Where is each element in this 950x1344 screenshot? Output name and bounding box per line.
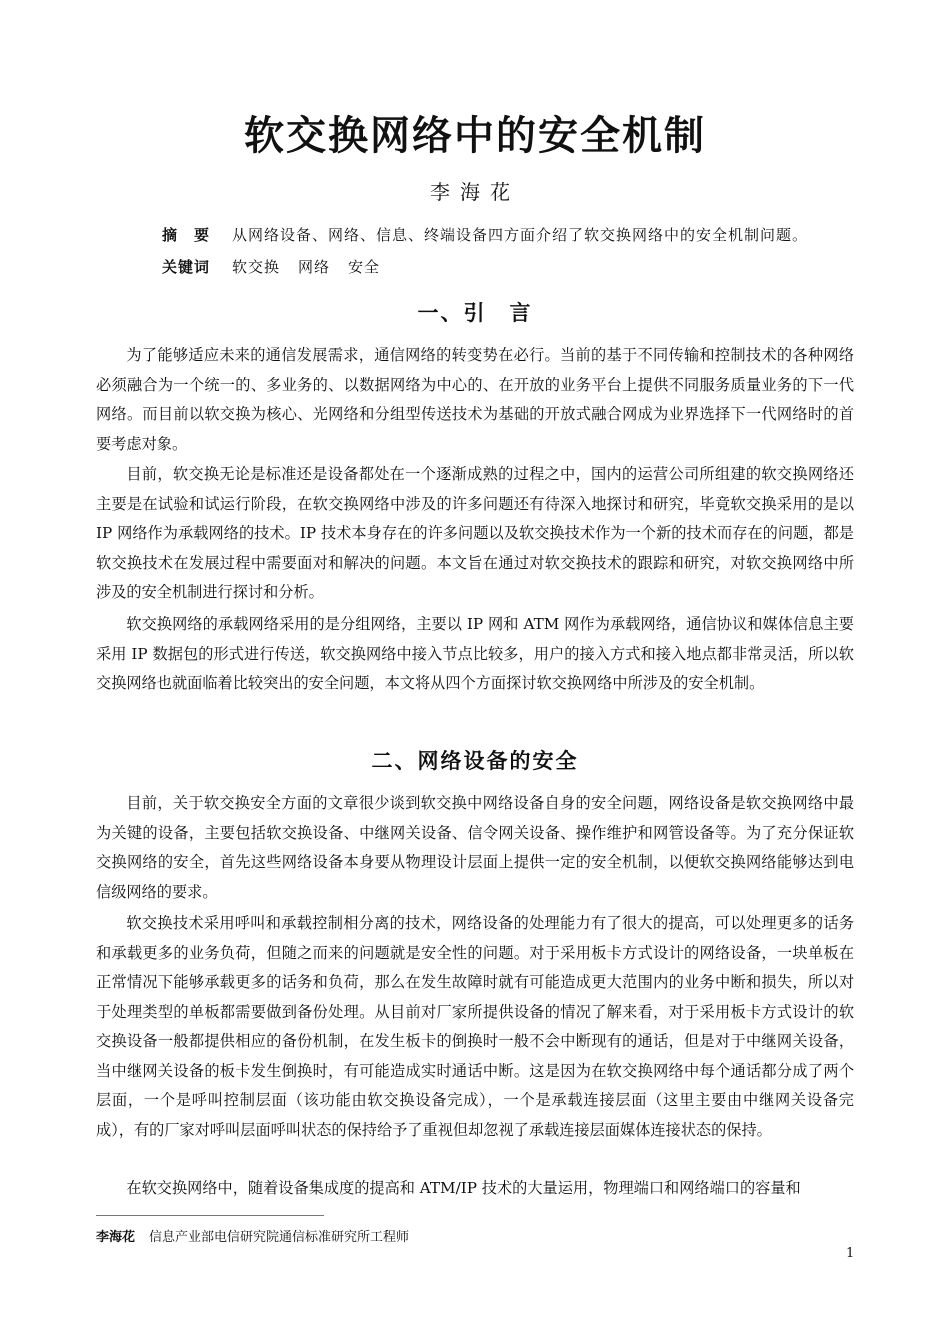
- abstract-text: 从网络设备、网络、信息、终端设备四方面介绍了软交换网络中的安全机制问题。: [232, 226, 809, 244]
- abstract-label: 摘 要: [162, 226, 211, 244]
- author-footnote: [96, 1226, 409, 1245]
- body-paragraph: 软交换网络的承载网络采用的是分组网络，主要以 IP 网和 ATM 网作为承载网络，通信协议和媒体信息主要采用 IP 数据包的形式进行传送，软交换网络中接入节点比较多，用户的接入方式和接入地点都非常灵活，所以软交换网络也就面临着比较突出的安全问题，本文将从四个方面探讨软交换网络中所涉及的安全机制。: [96, 615, 854, 692]
- footnote-author-name: 李海花: [96, 1230, 136, 1245]
- keyword-item: 软交换: [232, 258, 281, 276]
- section-heading-network-device-security: 二、网络设备的安全: [371, 749, 579, 773]
- body-paragraph: 为了能够适应未来的通信发展需求，通信网络的转变势在必行。当前的基于不同传输和控制技术的各种网络必须融合为一个统一的、多业务的、以数据网络为中心的、在开放的业务平台上提供不同服务质量业务的下一代网络。而目前以软交换为核心、光网络和分组型传送技术为基础的开放式融合网成为业界选择下一代网络时的首要考虑对象。: [96, 346, 854, 453]
- body-paragraph: 目前，软交换无论是标准还是设备都处在一个逐渐成熟的过程之中，国内的运营公司所组建的软交换网络还主要是在试验和试运行阶段，在软交换网络中涉及的许多问题还有待深入地探讨和研究，毕竟软交换采用的是以 IP 网络作为承载网络的技术。IP 技术本身存在的许多问题以及软交换技术作为一个新的技术而存在的问题，都是软交换技术在发展过程中需要面对和解决的问题。本文旨在通过对软交换技术的跟踪和研究，对软交换网络中所涉及的安全机制进行探讨和分析。: [96, 465, 854, 601]
- body-paragraph: 目前，关于软交换安全方面的文章很少谈到软交换中网络设备自身的安全问题，网络设备是软交换网络中最为关键的设备，主要包括软交换设备、中继网关设备、信令网关设备、操作维护和网管设备等。为了充分保证软交换网络的安全，首先这些网络设备本身要从物理设计层面上提供一定的安全机制，以便软交换网络能够达到电信级网络的要求。: [96, 794, 854, 901]
- section-heading-introduction: 一、引 言: [417, 301, 533, 325]
- keyword-item: 网络: [298, 258, 331, 276]
- footnote-divider: [96, 1215, 324, 1216]
- footnote-affiliation: 信息产业部电信研究院通信标准研究所工程师: [149, 1230, 410, 1245]
- body-paragraph: 在软交换网络中，随着设备集成度的提高和 ATM/IP 技术的大量运用，物理端口和网络端口的容量和: [126, 1179, 801, 1197]
- body-paragraph: 软交换技术采用呼叫和承载控制相分离的技术，网络设备的处理能力有了很大的提高，可以处理更多的话务和承载更多的业务负荷，但随之而来的问题就是安全性的问题。对于采用板卡方式设计的网络设备，一块单板在正常情况下能够承载更多的话务和负荷，那么在发生故障时就有可能造成更大范围内的业务中断和损失，所以对于处理类型的单板都需要做到备份处理。从目前对厂家所提供设备的情况了解来看，对于采用板卡方式设计的软交换设备一般都提供相应的备份机制，在发生板卡的倒换时一般不会中断现有的通话，但是对于中继网关设备，当中继网关设备的板卡发生倒换时，有可能造成实时通话中断。这是因为在软交换网络中每个通话都分成了两个层面，一个是呼叫控制层面（该功能由软交换设备完成），一个是承载连接层面（这里主要由中继网关设备完成），有的厂家对呼叫层面呼叫状态的保持给予了重视但却忽视了承载连接层面媒体连接状态的保持。: [96, 914, 854, 1139]
- author-name: 李海花: [430, 180, 520, 204]
- keywords-row: [162, 256, 398, 277]
- keyword-item: 安全: [348, 258, 381, 276]
- keywords-label: 关键词: [162, 258, 211, 276]
- page-number: 1: [846, 1246, 855, 1261]
- abstract-row: [162, 224, 808, 245]
- paper-title: 软交换网络中的安全机制: [244, 113, 706, 159]
